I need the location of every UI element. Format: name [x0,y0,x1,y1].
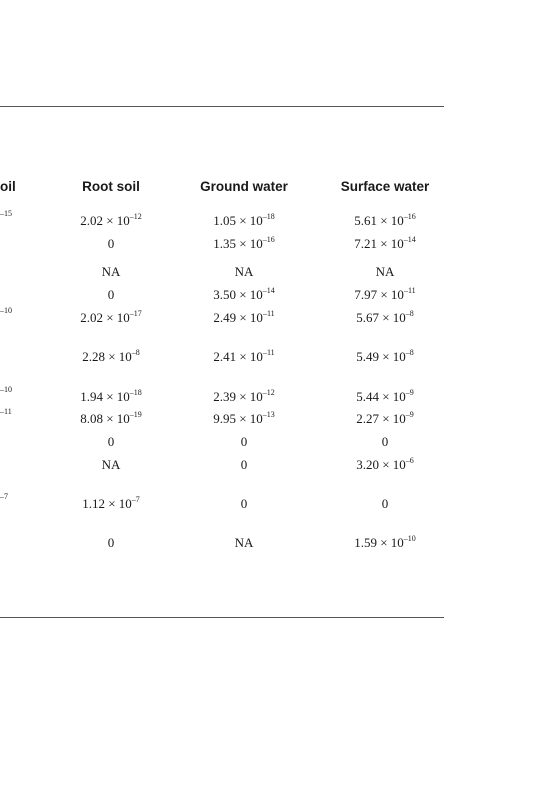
cell-value: 5.49 × 10 [356,349,406,364]
cell-value: NA [375,264,395,279]
table-cell [102,457,121,473]
table-cell [241,434,248,450]
partial-column-cell [0,493,8,509]
cell-exponent: –18 [262,211,275,221]
cell-value: 2.49 × 10 [213,310,263,325]
table-cell [382,496,389,512]
cell-exponent: –8 [405,308,414,318]
cell-value: 2.39 × 10 [213,389,263,404]
table-cell [354,287,415,303]
cell-exponent: –14 [403,234,416,244]
cell-exponent: –12 [262,387,275,397]
table-cell [241,496,248,512]
cell-exponent: –9 [405,387,414,397]
table-cell [356,349,414,365]
cell-exponent: –16 [403,211,416,221]
table-cell [82,496,140,512]
cell-value: 8.08 × 10 [80,411,130,426]
cell-value: 5.44 × 10 [356,389,406,404]
partial-column-header: oil [0,179,16,194]
cell-exponent: –8 [405,347,414,357]
partial-exponent: –11 [0,406,12,416]
cell-value: NA [101,457,121,472]
table-cell [80,213,142,229]
cell-value: 0 [107,535,115,550]
cell-value: 7.97 × 10 [354,287,404,302]
cell-exponent: –12 [129,211,142,221]
table-top-rule [0,106,444,107]
table-cell [354,236,416,252]
cell-value: 1.35 × 10 [213,236,263,251]
table-cell [213,389,275,405]
cell-value: 7.21 × 10 [354,236,404,251]
table-cell [108,535,115,551]
partial-exponent: –7 [0,491,8,501]
cell-exponent: –10 [403,533,416,543]
table-cell [108,236,115,252]
cell-exponent: –18 [129,387,142,397]
cell-value: 2.02 × 10 [80,213,130,228]
table-cell [213,310,274,326]
cell-exponent: –14 [262,285,275,295]
partial-exponent: –10 [0,384,12,394]
cell-value: 5.61 × 10 [354,213,404,228]
cell-value: 0 [107,236,115,251]
cell-value: NA [234,264,254,279]
table-bottom-rule [0,617,444,618]
table-cell [356,310,414,326]
cell-value: 3.20 × 10 [356,457,406,472]
cell-exponent: –19 [129,409,142,419]
cell-value: 0 [240,434,248,449]
cell-exponent: –11 [262,308,275,318]
table-cell [235,264,254,280]
partial-column-cell [0,408,12,424]
partial-column-cell [0,307,12,323]
table-cell [102,264,121,280]
column-header-surface-water: Surface water [340,179,430,194]
column-header-ground-water: Ground water [200,179,288,194]
table-cell [80,411,142,427]
partial-column-cell [0,210,12,226]
table-cell [354,213,416,229]
cell-value: 5.67 × 10 [356,310,406,325]
cell-value: 2.41 × 10 [213,349,263,364]
table-cell [80,389,142,405]
cell-exponent: –16 [262,234,275,244]
table-cell [213,236,275,252]
table-cell [108,434,115,450]
cell-value: 2.02 × 10 [80,310,130,325]
cell-value: 1.05 × 10 [213,213,263,228]
cell-value: 9.95 × 10 [213,411,263,426]
table-cell [241,457,248,473]
table-cell [356,457,414,473]
cell-exponent: –11 [262,347,275,357]
cell-value: 1.94 × 10 [80,389,130,404]
table-cell [356,411,414,427]
partial-exponent: –10 [0,305,12,315]
cell-value: 1.59 × 10 [354,535,404,550]
table-cell [82,349,140,365]
cell-exponent: –9 [405,409,414,419]
cell-value: 0 [107,287,115,302]
column-header-root-soil: Root soil [82,179,140,194]
cell-exponent: –8 [131,347,140,357]
cell-value: 2.28 × 10 [82,349,132,364]
table-cell [235,535,254,551]
table-cell [354,535,416,551]
cell-exponent: –11 [403,285,416,295]
cell-exponent: –7 [131,494,140,504]
cell-value: NA [234,535,254,550]
partial-column-cell [0,386,12,402]
table-cell [382,434,389,450]
cell-value: 1.12 × 10 [82,496,132,511]
cell-value: 0 [240,496,248,511]
table-cell [213,287,275,303]
table-cell [213,213,275,229]
table-cell [213,411,275,427]
table-cell [376,264,395,280]
table-cell [108,287,115,303]
cell-value: 2.27 × 10 [356,411,406,426]
partial-exponent: –15 [0,208,12,218]
cell-value: 0 [381,496,389,511]
cell-value: 0 [240,457,248,472]
cell-exponent: –13 [262,409,275,419]
table-cell [213,349,274,365]
table-cell [80,310,142,326]
cell-value: 0 [107,434,115,449]
cell-exponent: –6 [405,455,414,465]
cell-exponent: –17 [129,308,142,318]
cell-value: 3.50 × 10 [213,287,263,302]
table-cell [356,389,414,405]
cell-value: NA [101,264,121,279]
cell-value: 0 [381,434,389,449]
